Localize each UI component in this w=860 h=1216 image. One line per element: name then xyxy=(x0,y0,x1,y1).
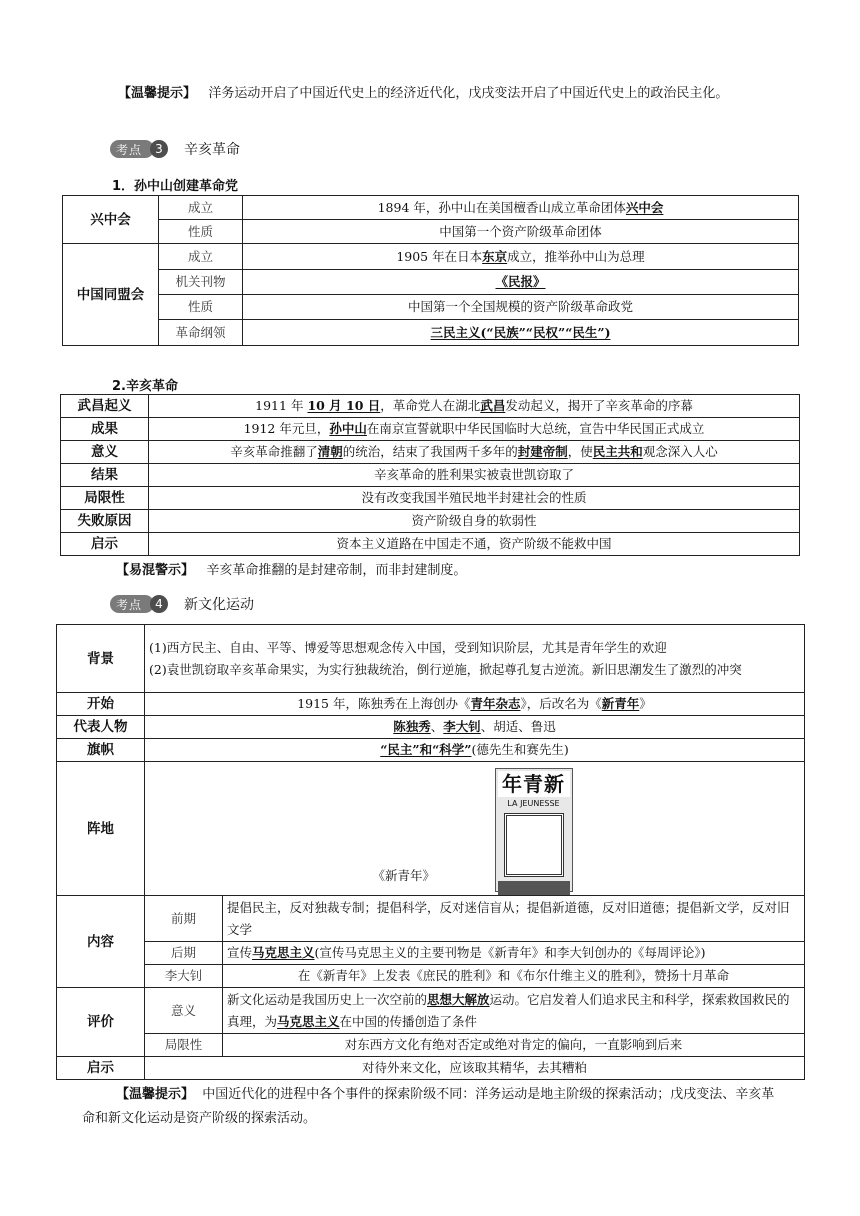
magazine-cover-image: 年青新 LA JEUNESSE xyxy=(495,768,573,892)
row-label: 局限性 xyxy=(145,1034,223,1057)
table-row xyxy=(61,510,800,533)
table-row xyxy=(61,533,800,556)
table-row xyxy=(61,418,800,441)
section-title: 新文化运动 xyxy=(184,597,254,613)
row-header: 评价 xyxy=(57,988,145,1057)
section-title: 辛亥革命 xyxy=(184,142,240,158)
cell: 《民报》 xyxy=(243,270,799,295)
table-row xyxy=(61,395,800,418)
cell: 辛亥革命的胜利果实被袁世凯窃取了 xyxy=(149,464,800,487)
cell xyxy=(145,762,805,896)
cell: 1911 年 10 月 10 日，革命党人在湖北武昌发动起义，揭开了辛亥革命的序幕 xyxy=(149,395,800,418)
table-row xyxy=(63,220,799,244)
table-row xyxy=(63,320,799,346)
tip-text: 中国近代化的进程中各个事件的探索阶级不同：洋务运动是地主阶级的探索活动；戊戌变法、辛亥革命和新文化运动是资产阶级的探索活动。 xyxy=(82,1087,775,1126)
subsection-title: 2.辛亥革命 xyxy=(112,379,178,394)
row-label: 意义 xyxy=(145,988,223,1034)
row-header: 开始 xyxy=(57,693,145,716)
tip-text: 辛亥革命推翻的是封建帝制，而非封建制度。 xyxy=(206,563,467,578)
row-header: 武昌起义 xyxy=(61,395,149,418)
row-header: 启示 xyxy=(57,1057,145,1080)
cell: “民主”和“科学”(德先生和赛先生) xyxy=(145,739,805,762)
table-row xyxy=(57,1057,805,1080)
row-label: 前期 xyxy=(145,896,223,942)
row-header: 中国同盟会 xyxy=(63,244,159,346)
table-row xyxy=(57,988,805,1034)
row-header: 代表人物 xyxy=(57,716,145,739)
tip-label: 【易混警示】 xyxy=(116,563,195,578)
table-row xyxy=(57,625,805,693)
new-culture-table xyxy=(56,624,805,1080)
cell: 1912 年元旦，孙中山在南京宣誓就职中华民国临时大总统，宣告中华民国正式成立 xyxy=(149,418,800,441)
cell: 对待外来文化，应该取其精华，去其糟粕 xyxy=(145,1057,805,1080)
cell: 在《新青年》上发表《庶民的胜利》和《布尔什维主义的胜利》，赞扬十月革命 xyxy=(223,965,805,988)
revolution-table xyxy=(60,394,800,556)
row-header: 局限性 xyxy=(61,487,149,510)
table-row xyxy=(63,270,799,295)
row-header: 兴中会 xyxy=(63,196,159,244)
cell: 新文化运动是我国历史上一次空前的思想大解放运动。它启发着人们追求民主和科学，探索救国救民的真理，为马克思主义在中国的传播创造了条件 xyxy=(223,988,805,1034)
cell: 三民主义(“民族”“民权”“民生”) xyxy=(243,320,799,346)
row-header: 启示 xyxy=(61,533,149,556)
cell: 中国第一个资产阶级革命团体 xyxy=(243,220,799,244)
cell: 中国第一个全国规模的资产阶级革命政党 xyxy=(243,295,799,320)
table-row xyxy=(57,965,805,988)
row-header: 失败原因 xyxy=(61,510,149,533)
subsection-title: 1．孙中山创建革命党 xyxy=(112,179,239,194)
row-header: 旗帜 xyxy=(57,739,145,762)
row-label: 性质 xyxy=(159,220,243,244)
kaodian-3-header xyxy=(110,139,240,159)
cell: (1)西方民主、自由、平等、博爱等思想观念传入中国，受到知识阶层，尤其是青年学生的欢迎 (2)袁世凯窃取辛亥革命果实，为实行独裁统治，倒行逆施，掀起尊孔复古逆流。新旧思潮发生了激烈的冲突 xyxy=(145,625,805,693)
image-caption: 《新青年》 xyxy=(372,867,436,883)
table-row xyxy=(61,441,800,464)
cell: 宣传马克思主义(宣传马克思主义的主要刊物是《新青年》和李大钊创办的《每周评论》) xyxy=(223,942,805,965)
row-header: 意义 xyxy=(61,441,149,464)
cell: 1894 年，孙中山在美国檀香山成立革命团体兴中会 xyxy=(243,196,799,220)
cell: 辛亥革命推翻了清朝的统治，结束了我国两千多年的封建帝制，使民主共和观念深入人心 xyxy=(149,441,800,464)
row-header: 结果 xyxy=(61,464,149,487)
row-label: 成立 xyxy=(159,196,243,220)
cell: 没有改变我国半殖民地半封建社会的性质 xyxy=(149,487,800,510)
row-label: 后期 xyxy=(145,942,223,965)
table-row xyxy=(57,1034,805,1057)
cell: 资本主义道路在中国走不通，资产阶级不能救中国 xyxy=(149,533,800,556)
row-header: 背景 xyxy=(57,625,145,693)
cell: 对东西方文化有绝对否定或绝对肯定的偏向，一直影响到后来 xyxy=(223,1034,805,1057)
table-row xyxy=(57,942,805,965)
tip-3 xyxy=(82,1083,782,1131)
tip-text: 洋务运动开启了中国近代史上的经济近代化，戊戌变法开启了中国近代史上的政治民主化。 xyxy=(208,86,729,101)
row-label: 机关刊物 xyxy=(159,270,243,295)
tip-1 xyxy=(82,82,782,106)
row-label: 性质 xyxy=(159,295,243,320)
table-row xyxy=(61,487,800,510)
table-row xyxy=(63,196,799,220)
tip-2 xyxy=(82,559,782,583)
cell: 陈独秀、李大钊、胡适、鲁迅 xyxy=(145,716,805,739)
kaodian-badge: 3 考点 xyxy=(110,140,172,158)
tip-label: 【温馨提示】 xyxy=(118,86,197,101)
cell: 1915 年，陈独秀在上海创办《青年杂志》，后改名为《新青年》 xyxy=(145,693,805,716)
table-row xyxy=(57,693,805,716)
cell: 1905 年在日本东京成立，推举孙中山为总理 xyxy=(243,244,799,270)
table-row xyxy=(57,896,805,942)
row-header: 内容 xyxy=(57,896,145,988)
row-label: 革命纲领 xyxy=(159,320,243,346)
kaodian-badge: 4 考点 xyxy=(110,595,172,613)
kaodian-4-header xyxy=(110,594,254,614)
table-row xyxy=(57,716,805,739)
table-row xyxy=(57,739,805,762)
row-label: 李大钊 xyxy=(145,965,223,988)
table-row xyxy=(63,295,799,320)
row-header: 阵地 xyxy=(57,762,145,896)
row-header: 成果 xyxy=(61,418,149,441)
row-label: 成立 xyxy=(159,244,243,270)
table-row xyxy=(63,244,799,270)
table-row xyxy=(57,762,805,896)
tip-label: 【温馨提示】 xyxy=(116,1087,195,1102)
table-row xyxy=(61,464,800,487)
cell: 提倡民主，反对独裁专制；提倡科学，反对迷信盲从；提倡新道德，反对旧道德；提倡新文学，反对旧文学 xyxy=(223,896,805,942)
cell: 资产阶级自身的软弱性 xyxy=(149,510,800,533)
party-table xyxy=(62,195,799,346)
